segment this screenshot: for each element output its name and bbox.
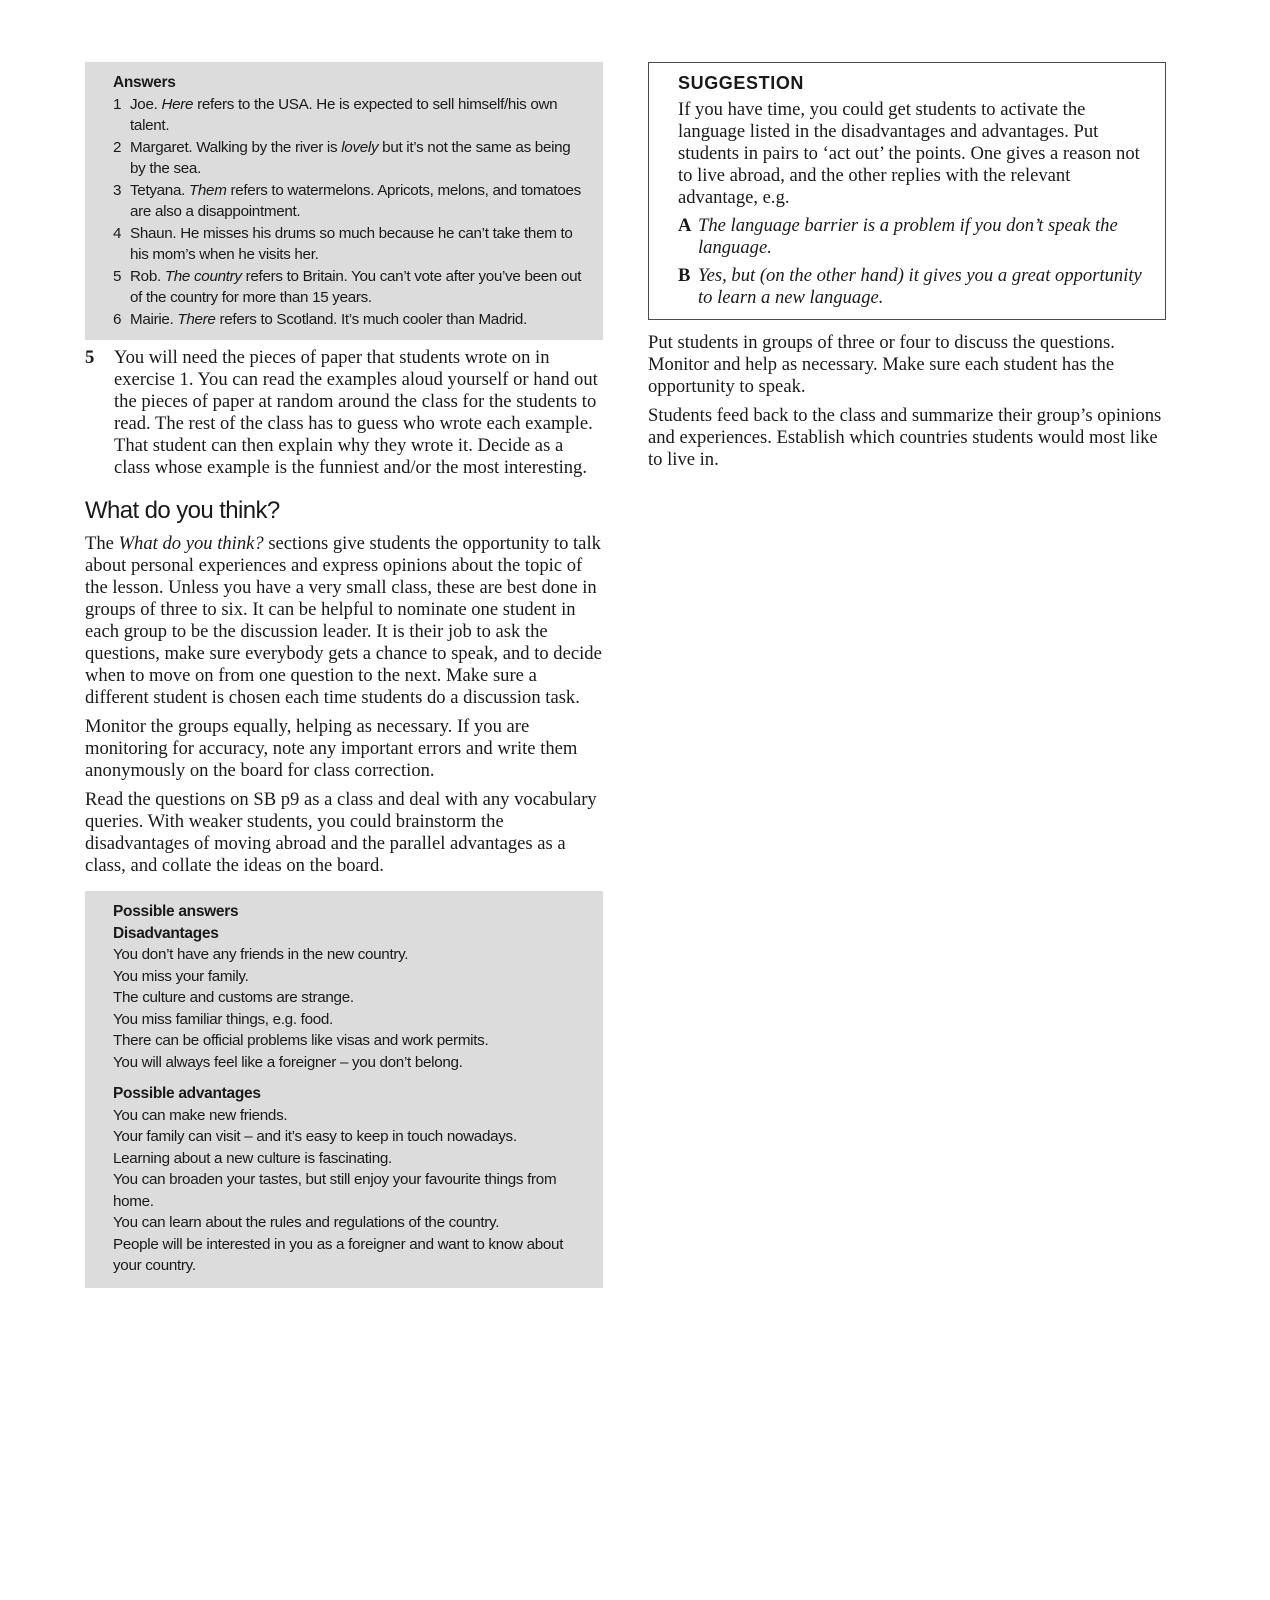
answer-item: 3 Tetyana. Them refers to watermelons. Apricots, melons, and tomatoes are also a disappointment. — [113, 181, 581, 220]
suggestion-example-b: B Yes, but (on the other hand) it gives you a great opportunity to learn a new language. — [678, 265, 1142, 308]
list-item: Your family can visit – and it’s easy to keep in touch nowadays. — [113, 1128, 517, 1145]
paragraph: Students feed back to the class and summarize their group’s opinions and experiences. Establish which countries students would most like to live in. — [648, 405, 1162, 470]
answers-list — [113, 94, 589, 331]
section-heading: What do you think? — [85, 497, 280, 524]
list-item: You will always feel like a foreigner – you don’t belong. — [113, 1053, 463, 1071]
disadvantages-heading: Disadvantages — [113, 924, 219, 942]
answer-item: 4 Shaun. He misses his drums so much because he can’t take them to his mom’s when he visits her. — [113, 224, 573, 263]
step-5-text: You will need the pieces of paper that students wrote on in exercise 1. You can read the examples aloud yourself or hand out the pieces of paper at random around the class for the students to read. The rest of the class has to guess who wrote each example. That student can then explain why they wrote it. Decide as a class whose example is the funniest and/or the most interesting. — [114, 347, 598, 478]
list-item: You miss your family. — [113, 967, 249, 985]
paragraph: Put students in groups of three or four to discuss the questions. Monitor and help as necessary. Make sure each student has the opportunity to speak. — [648, 332, 1115, 397]
step-5 — [85, 347, 603, 479]
list-item: You can broaden your tastes, but still enjoy your favourite things from home. — [113, 1171, 557, 1210]
right-body — [648, 332, 1166, 471]
suggestion-title: SUGGESTION — [678, 73, 805, 93]
list-item: Learning about a new culture is fascinating. — [113, 1149, 392, 1167]
list-item: People will be interested in you as a foreigner and want to know about your country. — [113, 1235, 564, 1274]
list-item: You can learn about the rules and regulations of the country. — [113, 1214, 500, 1231]
answer-item: 2 Margaret. Walking by the river is lovely but it’s not the same as being by the sea. — [113, 138, 571, 177]
possible-answers-box — [85, 891, 603, 1288]
paragraph: Read the questions on SB p9 as a class and deal with any vocabulary queries. With weaker students, you could brainstorm the disadvantages of moving abroad and the parallel advantages as a class, and collate the ideas on the board. — [85, 789, 597, 876]
right-column — [648, 62, 1166, 478]
answers-heading: Answers — [113, 74, 176, 91]
answers-box — [85, 62, 603, 340]
list-item: You miss familiar things, e.g. food. — [113, 1010, 333, 1028]
paragraph: The What do you think? sections give students the opportunity to talk about personal experiences and express opinions about the topic of the lesson. Unless you have a very small class, these are best done in groups of three to six. It can be helpful to nominate one student in each group to be the discussion leader. It is their job to ask the questions, make sure everybody gets a chance to speak, and to decide when to move on from one question to the next. Make sure a different student is chosen each time students do a discussion task. — [85, 533, 602, 708]
advantages-heading: Possible advantages — [113, 1085, 261, 1102]
list-item: The culture and customs are strange. — [113, 989, 354, 1006]
suggestion-example-a: A The language barrier is a problem if you don’t speak the language. — [678, 215, 1118, 258]
list-item: You can make new friends. — [113, 1106, 288, 1124]
answer-item: 1 Joe. Here refers to the USA. He is expected to sell himself/his own talent. — [113, 95, 558, 134]
answer-item: 5 Rob. The country refers to Britain. You can’t vote after you’ve been out of the country for more than 15 years. — [113, 267, 582, 306]
possible-answers-heading: Possible answers — [113, 903, 239, 920]
paragraph: Monitor the groups equally, helping as necessary. If you are monitoring for accuracy, note any important errors and write them anonymously on the board for class correction. — [85, 716, 578, 781]
suggestion-box — [648, 62, 1166, 320]
list-item: There can be official problems like visas and work permits. — [113, 1032, 489, 1049]
answer-item: 6 Mairie. There refers to Scotland. It’s much cooler than Madrid. — [113, 310, 527, 328]
left-column — [85, 62, 603, 1288]
step-number: 5 — [85, 347, 95, 368]
suggestion-text: If you have time, you could get students to activate the language listed in the disadvantages and advantages. Put students in pairs to ‘act out’ the points. One gives a reason not to live abroad, and the other replies with the relevant advantage, e.g. — [678, 99, 1140, 208]
list-item: You don’t have any friends in the new country. — [113, 946, 409, 963]
